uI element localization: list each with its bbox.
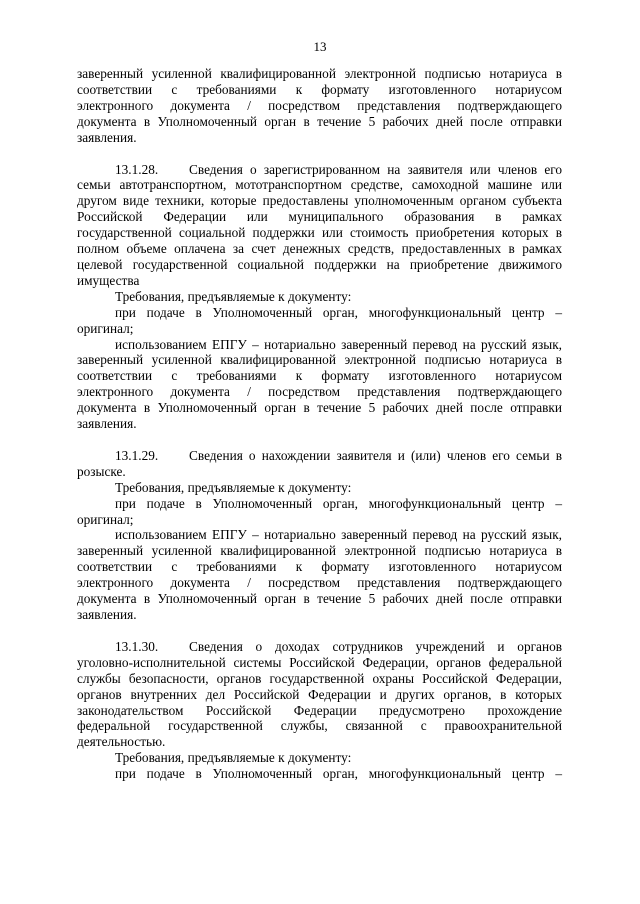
text-line: федеральной государственной службы, связанной с правоохранительной xyxy=(77,718,562,734)
text-line: имущества xyxy=(77,272,140,288)
section-heading-line xyxy=(77,162,562,178)
text-line: другом виде техники, которые предоставлены уполномоченным органом субъекта xyxy=(77,193,562,209)
section-number: 13.1.28. xyxy=(115,161,159,177)
text-line: Требования, предъявляемые к документу: xyxy=(115,479,352,495)
paragraph-gap xyxy=(77,146,562,162)
text-line: документа в Уполномоченный орган в течение 5 рабочих дней после отправки xyxy=(77,591,562,607)
section-title-text: Сведения о нахождении заявителя и (или) членов его семьи в xyxy=(189,447,562,463)
text-line: соответствии с требованиями к формату изготовленного нотариусом xyxy=(77,368,562,384)
text-line: при подаче в Уполномоченный орган, многофункциональный центр – xyxy=(115,304,562,320)
text-line: органов внутренних дел Российской Федерации и других органов, в которых xyxy=(77,686,562,702)
text-line: документа в Уполномоченный орган в течение 5 рабочих дней после отправки xyxy=(77,400,562,416)
text-line: семьи автотранспортном, мототранспортном средстве, самоходной машине или xyxy=(77,177,562,193)
text-line: соответствии с требованиями к формату изготовленного нотариусом xyxy=(77,559,562,575)
paragraph-gap xyxy=(77,432,562,448)
text-line: заверенный усиленной квалифицированной электронной подписью нотариуса в xyxy=(77,543,562,559)
text-line: розыске. xyxy=(77,463,126,479)
text-line: государственной социальной поддержки или стоимость приобретения которых в xyxy=(77,225,562,241)
text-line: Российской Федерации или муниципального образования в рамках xyxy=(77,209,562,225)
text-line: использованием ЕПГУ – нотариально заверенный перевод на русский язык, xyxy=(115,527,562,543)
paragraph-gap xyxy=(77,623,562,639)
section-heading-line xyxy=(77,448,562,464)
section-heading-line xyxy=(77,639,562,655)
text-line: заявления. xyxy=(77,416,137,432)
text-line: целевой государственной социальной поддержки на приобретение движимого xyxy=(77,256,562,272)
text-line: уголовно-исполнительной системы Российской Федерации, органов федеральной xyxy=(77,654,562,670)
section-number: 13.1.29. xyxy=(115,447,159,463)
text-line: при подаче в Уполномоченный орган, многофункциональный центр – xyxy=(115,766,562,782)
text-line: оригинал; xyxy=(77,511,134,527)
section-title-text: Сведения о доходах сотрудников учреждений и органов xyxy=(189,638,562,654)
text-line: полном объеме оплачена за счет денежных средств, предоставленных в рамках xyxy=(77,241,562,257)
section-number: 13.1.30. xyxy=(115,638,159,654)
text-line: заверенный усиленной квалифицированной электронной подписью нотариуса в xyxy=(77,352,562,368)
text-line: использованием ЕПГУ – нотариально заверенный перевод на русский язык, xyxy=(115,336,562,352)
text-line: заверенный усиленной квалифицированной электронной подписью нотариуса в xyxy=(77,66,562,81)
text-line: Требования, предъявляемые к документу: xyxy=(115,288,352,304)
text-line: заявления. xyxy=(77,129,137,145)
section-title-text: Сведения о зарегистрированном на заявителя или членов его xyxy=(189,161,562,177)
text-line: деятельностью. xyxy=(77,734,166,750)
text-line: электронного документа / посредством представления подтверждающего xyxy=(77,97,562,113)
text-line: службы безопасности, органов государственной охраны Российской Федерации, xyxy=(77,670,562,686)
text-line: заявления. xyxy=(77,607,137,622)
text-line: соответствии с требованиями к формату изготовленного нотариусом xyxy=(77,81,562,97)
text-line: электронного документа / посредством представления подтверждающего xyxy=(77,384,562,400)
page-number: 13 xyxy=(313,39,327,54)
text-line: законодательством Российской Федерации предусмотрено прохождение xyxy=(77,702,562,718)
text-line: при подаче в Уполномоченный орган, многофункциональный центр – xyxy=(115,495,562,511)
text-line: оригинал; xyxy=(77,320,134,336)
document-body xyxy=(77,66,562,782)
text-line: документа в Уполномоченный орган в течение 5 рабочих дней после отправки xyxy=(77,113,562,129)
text-line: Требования, предъявляемые к документу: xyxy=(115,750,352,766)
text-line: электронного документа / посредством представления подтверждающего xyxy=(77,575,562,591)
